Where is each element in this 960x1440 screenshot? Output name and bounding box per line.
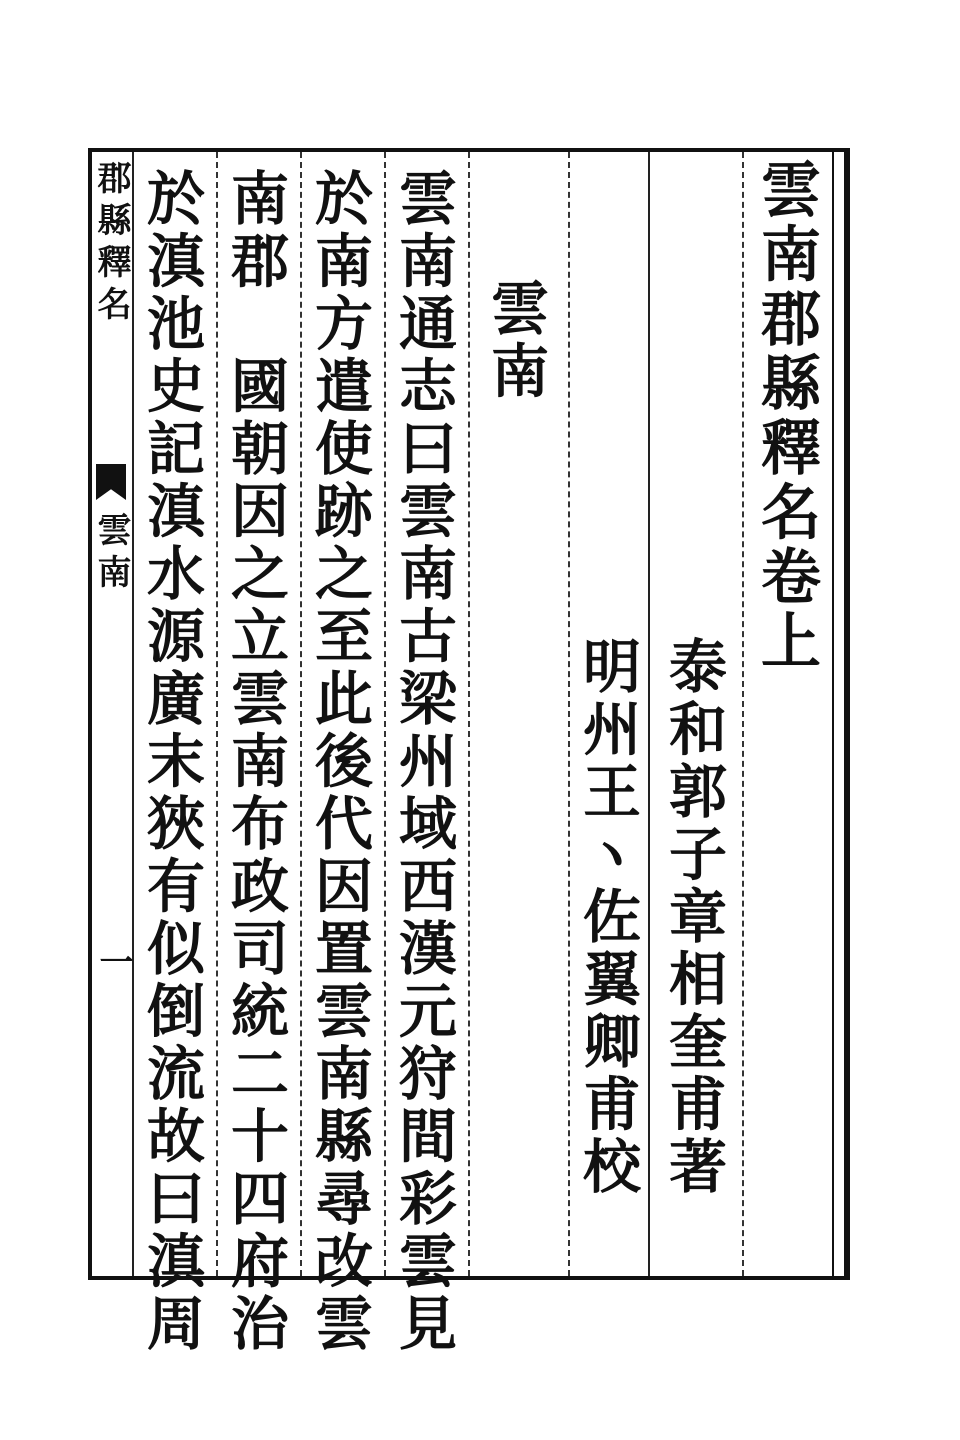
column-divider — [568, 152, 570, 1276]
body-column-4: 於滇池史記滇水源廣末狹有似倒流故曰滇周 — [137, 168, 205, 1356]
column-divider — [742, 152, 744, 1276]
margin-column-divider — [132, 152, 134, 1276]
author-line: 泰和郭子章相奎甫著 — [659, 636, 727, 1199]
margin-book-title: 郡縣釋名 — [91, 160, 131, 328]
page-frame — [88, 148, 850, 1356]
column-divider — [648, 152, 650, 1276]
column-divider — [468, 152, 470, 1276]
column-divider — [300, 152, 302, 1276]
margin-page-number: 一 — [93, 944, 133, 978]
book-title: 雲南郡縣釋名卷上 — [751, 158, 821, 674]
body-column-2: 於南方遣使跡之至此後代因置雲南縣尋改雲 — [305, 168, 373, 1356]
body-column-3: 南郡 國朝因之立雲南布政司統二十四府治 — [221, 168, 289, 1356]
body-column-1: 雲南通志曰雲南古梁州域西漢元狩間彩雲見 — [389, 168, 457, 1356]
column-divider — [384, 152, 386, 1276]
fish-tail-mark-icon — [96, 464, 126, 500]
editor-line: 明州王ヽ佐翼卿甫校 — [573, 636, 641, 1199]
margin-section-name: 雲南 — [91, 512, 131, 596]
section-heading: 雲南 — [481, 278, 549, 403]
column-divider — [216, 152, 218, 1276]
frame-inner-border — [832, 152, 834, 1276]
banxin-margin — [92, 152, 132, 1276]
